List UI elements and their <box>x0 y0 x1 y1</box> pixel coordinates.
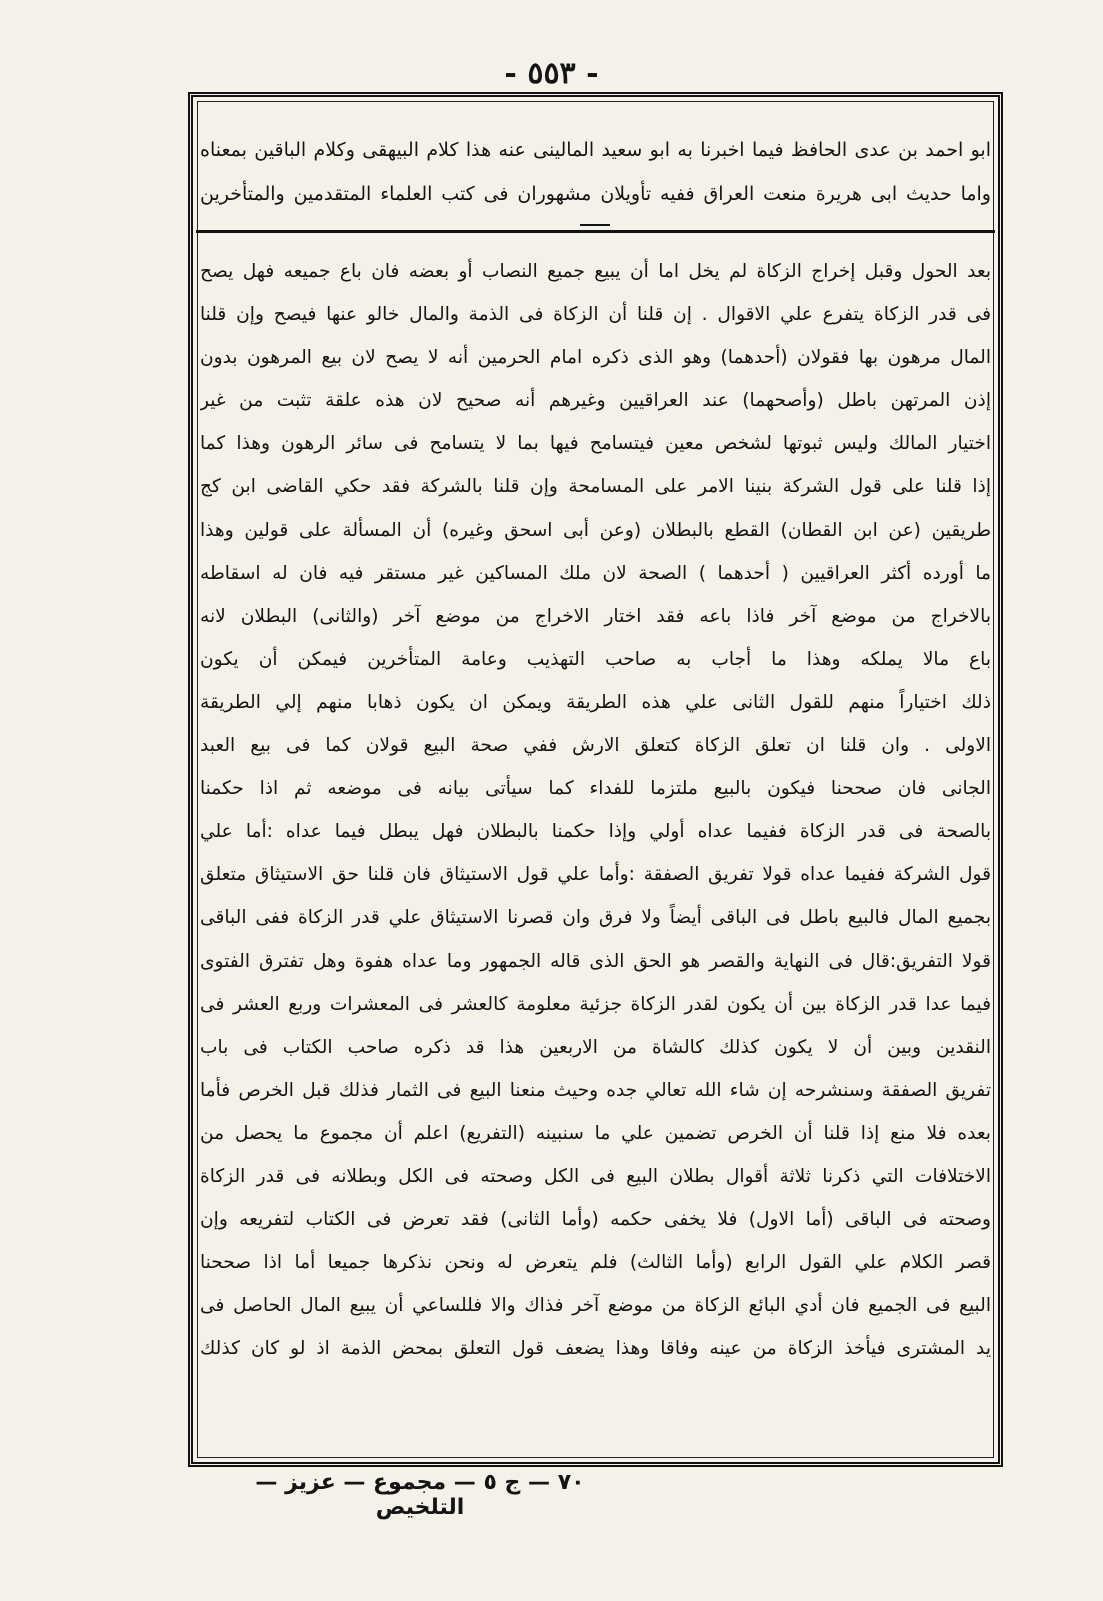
text-line: بعد الحول وقبل إخراج الزكاة لم يخل اما أن يبيع جميع النصاب أو بعضه فان باع جميعه فهل يصح <box>200 261 991 282</box>
text-line: طريقين (عن ابن القطان) القطع بالبطلان (وعن أبى اسحق وغيره) أن المسألة على قولين وهذا <box>200 519 991 541</box>
text-line: بجميع المال فالبيع باطل فى الباقى أيضاً ولا فرق وان قصرنا الاستيثاق علي قدر الزكاة ففى الباقى <box>200 907 991 929</box>
divider-mark <box>580 224 610 226</box>
text-line: فى قدر الزكاة يتفرع علي الاقوال . إن قلنا أن الزكاة فى الذمة والمال خالو عنها فيصح وإن قلنا <box>200 304 991 326</box>
text-line: الجانى فان صححنا فيكون بالبيع ملتزما للفداء كما سيأتى بيانه فى موضعه ثم اذا حكمنا <box>200 778 991 800</box>
text-line: قولا التفريق:قال فى النهاية والقصر هو الحق الذى قاله الجمهور وما عداه هفوة وهل تفترق الفتوى <box>200 950 991 972</box>
text-line: ذلك اختياراً منهم للقول الثانى علي هذه الطريقة ويمكن ان يكون ذهابا منهم إلي الطريقة <box>200 691 991 713</box>
text-line: بعده فلا منع إذا قلنا أن الخرص تضمين علي ما سنبينه (التفريع) اعلم أن مجموع ما يحصل من <box>200 1122 991 1144</box>
text-line: بالاخراج من موضع آخر فاذا باعه فقد اختار الاخراج من موضع آخر (والثانى) البطلان لانه <box>200 605 991 627</box>
text-line: تفريق الصفقة وسنشرحه إن شاء الله تعالي جده وحيث منعنا البيع فى الثمار فذلك قبل الخرص فأما <box>200 1079 991 1101</box>
text-line: البيع فى الجميع فان أدي البائع الزكاة من موضع آخر فذاك والا فللساعي أن يبيع المال الحاصل فى <box>200 1295 991 1317</box>
header-commentary <box>200 128 991 216</box>
text-line: بالصحة فى قدر الزكاة ففيما عداه أولي وإذا حكمنا بالبطلان فهل يبطل فيما عداه :أما علي <box>200 821 991 843</box>
main-text <box>200 250 991 1370</box>
page-number: - ٥٥٣ - <box>504 56 599 91</box>
text-line: يد المشترى فيأخذ الزكاة من عينه وفاقا وهذا يضعف قول التعلق بمحض الذمة اذ لو كان كذلك <box>200 1338 991 1360</box>
text-line: وصحته فى الباقى (أما الاول) فلا يخفى حكمه (وأما الثانى) فقد تعرض فى الكتاب لتفريعه وإن <box>200 1209 991 1231</box>
text-line: الاولى . وان قلنا ان تعلق الزكاة كتعلق الارش ففي صحة البيع قولان كما فى بيع العبد <box>200 735 991 757</box>
text-line: المال مرهون بها فقولان (أحدهما) وهو الذى ذكره امام الحرمين أنه لا يصح لان بيع المرهون بدون <box>200 347 991 369</box>
text-line: إذن المرتهن باطل (وأصحهما) عند العراقيين وغيرهم أنه صحيح لان هذه علقة تثبت من غير <box>200 390 991 412</box>
text-line: إذا قلنا على قول الشركة بنينا الامر على المسامحة وإن قلنا بالشركة فقد حكي القاضى ابن كج <box>200 476 991 498</box>
text-line: ما أورده أكثر العراقيين ( أحدهما ) الصحة لان ملك المساكين غير مستقر فيه فان له اسقاطه <box>200 562 991 584</box>
text-line: النقدين وبين أن لا يكون كذلك كالشاة من الاربعين هذا قد ذكره صاحب الكتاب فى باب <box>200 1036 991 1058</box>
text-line: فيما عدا قدر الزكاة بين أن يكون لقدر الزكاة جزئية معلومة كالعشر فى المعشرات وربع العشر فى <box>200 993 991 1015</box>
text-line: قصر الكلام علي القول الرابع (وأما الثالث) فلم يتعرض له ونحن نذكرها جميعا أما اذا صححنا <box>200 1252 991 1274</box>
text-line: قول الشركة ففيما عداه قولا تفريق الصفقة :وأما علي قول الاستيثاق فان قلنا حق الاستيثاق متعلق <box>200 864 991 886</box>
footer-signature: ٧٠ — ج ٥ — مجموع — عزيز — التلخيص <box>255 1470 585 1520</box>
text-line: الاختلافات التي ذكرنا ثلاثة أقوال بطلان البيع فى الكل وصحته فى الكل وبطلانه فى قدر الزكاة <box>200 1165 991 1187</box>
text-line: اختيار المالك وليس ثبوتها لشخص معين فيتسامح فيها بما لا يتسامح فى سائر الرهون وهذا كما <box>200 433 991 455</box>
header-line: واما حديث ابى هريرة منعت العراق ففيه تأويلان مشهوران فى كتب العلماء المتقدمين والمتأخرين <box>200 183 991 205</box>
header-line: ابو احمد بن عدى الحافظ فيما اخبرنا به ابو سعيد المالينى عنه هذا كلام البيهقى وكلام الباقين بمعناه <box>200 139 991 161</box>
text-line: باع مالا يملكه وهذا ما أجاب به صاحب التهذيب وعامة المتأخرين فيمكن أن يكون <box>200 648 991 670</box>
section-divider <box>196 230 995 233</box>
